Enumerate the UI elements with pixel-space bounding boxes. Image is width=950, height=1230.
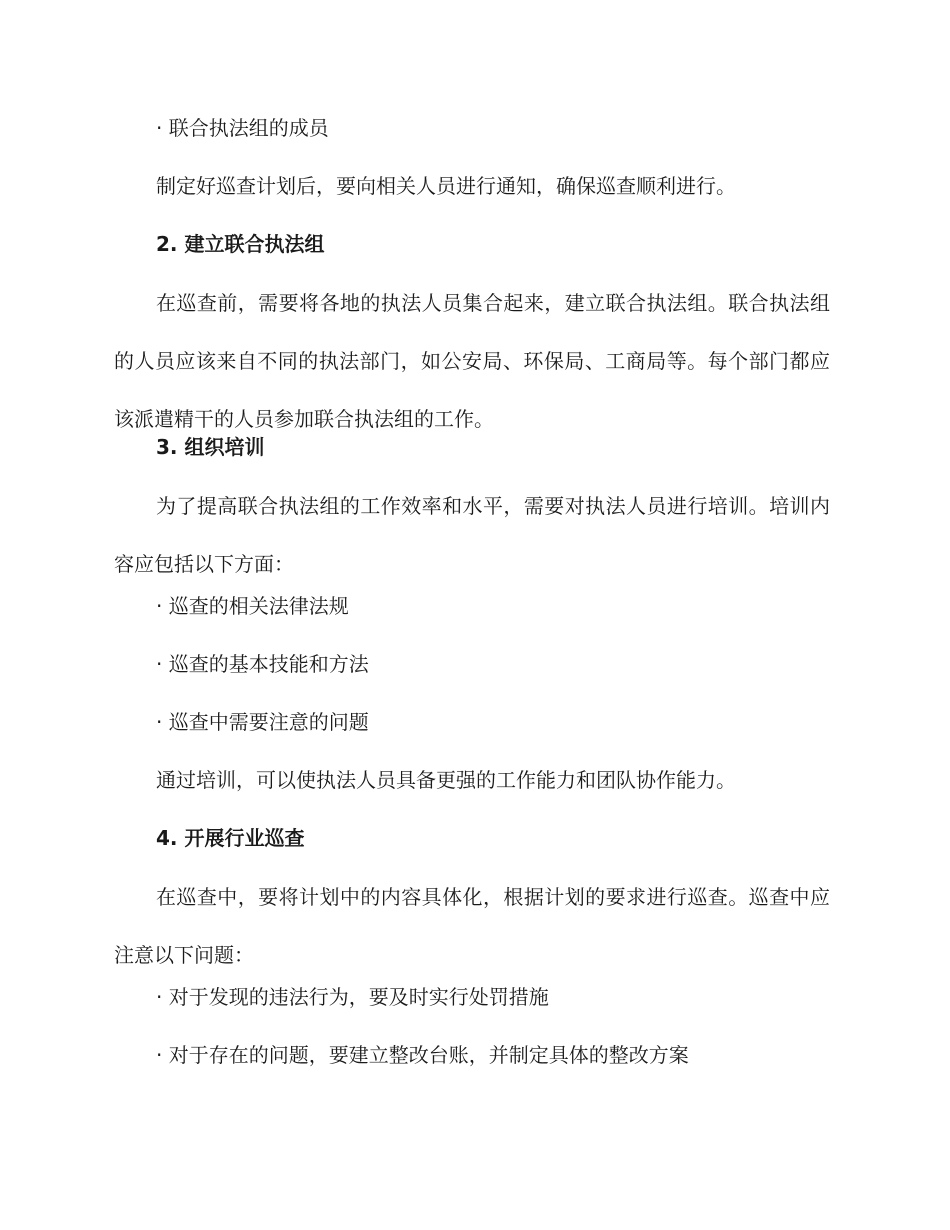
paragraph: 通过培训，可以使执法人员具备更强的工作能力和团队协作能力。 xyxy=(156,768,736,792)
paragraph: 制定好巡查计划后，要向相关人员进行通知，确保巡查顺利进行。 xyxy=(156,174,736,198)
paragraph: 为了提高联合执法组的工作效率和水平，需要对执法人员进行培训。培训内容应包括以下方面： xyxy=(114,494,830,576)
bullet-item: · 巡查的相关法律法规 xyxy=(156,594,349,618)
section-heading: 2. 建立联合执法组 xyxy=(156,232,325,256)
bullet-item: · 巡查中需要注意的问题 xyxy=(156,710,369,734)
bullet-item: · 巡查的基本技能和方法 xyxy=(156,652,369,676)
paragraph: 在巡查前，需要将各地的执法人员集合起来，建立联合执法组。联合执法组的人员应该来自不同的执法部门，如公安局、环保局、工商局等。每个部门都应该派遣精干的人员参加联合执法组的工作。 xyxy=(114,291,830,431)
section-heading: 3. 组织培训 xyxy=(156,435,265,459)
paragraph: 在巡查中，要将计划中的内容具体化，根据计划的要求进行巡查。巡查中应注意以下问题： xyxy=(114,885,830,967)
bullet-item: · 对于发现的违法行为，要及时实行处罚措施 xyxy=(156,985,549,1009)
bullet-item: · 联合执法组的成员 xyxy=(156,116,329,140)
section-heading: 4. 开展行业巡查 xyxy=(156,826,305,850)
bullet-item: · 对于存在的问题，要建立整改台账，并制定具体的整改方案 xyxy=(156,1043,689,1067)
